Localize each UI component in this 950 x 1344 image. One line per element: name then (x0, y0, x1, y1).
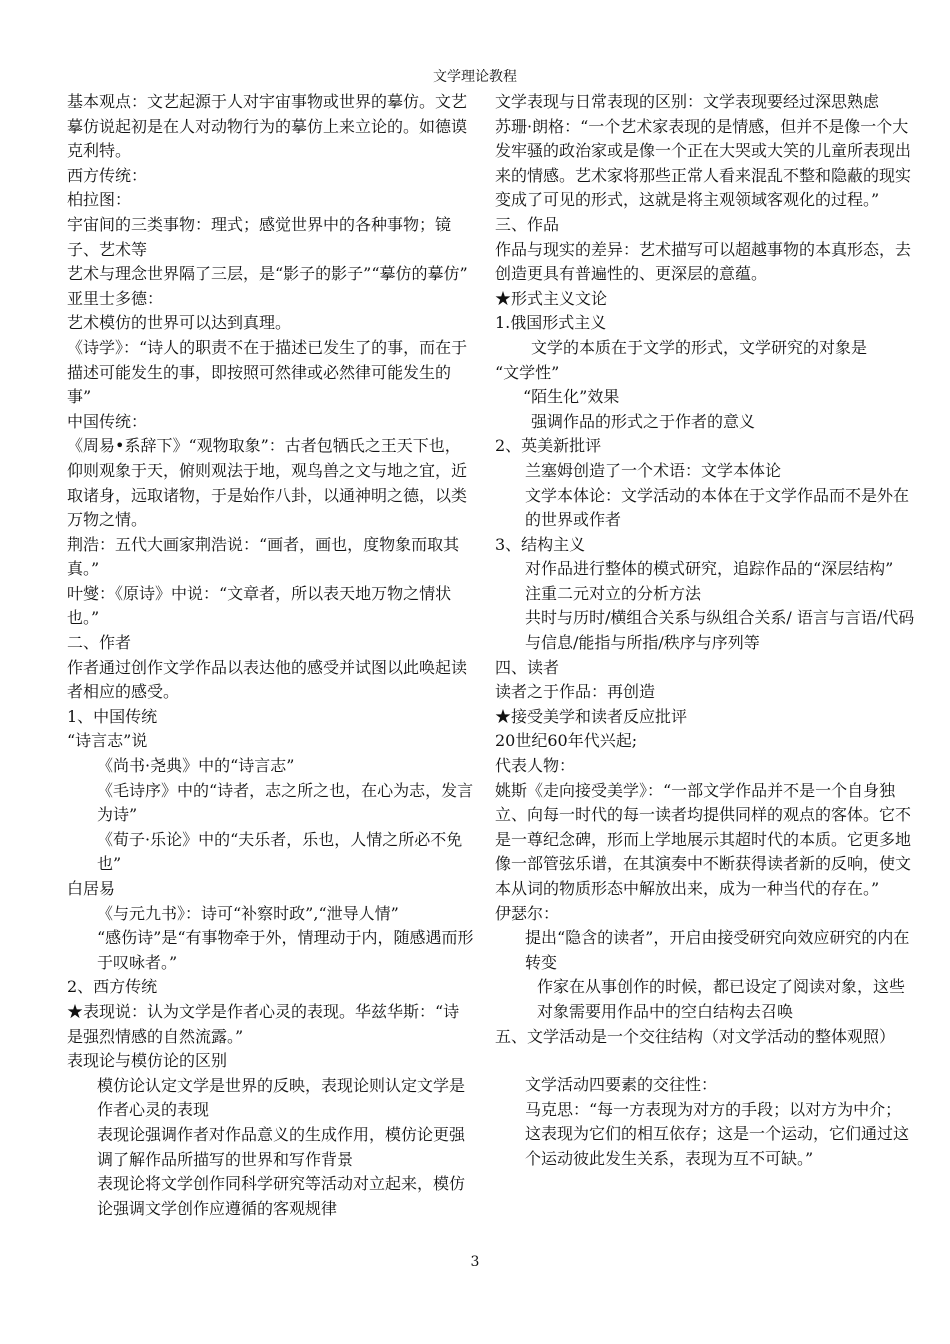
right-column-paragraph: 强调作品的形式之于作者的意义 (531, 411, 756, 431)
right-column-paragraph: 四、读者 (495, 657, 560, 677)
left-column-paragraph: 模仿论认定文学是世界的反映，表现论则认定文学是作者心灵的表现 (97, 1075, 466, 1120)
right-column-paragraph: 作品与现实的差异：艺术描写可以超越事物的本真形态，去创造更具有普遍性的、更深层的意蕴。 (495, 239, 912, 284)
left-column-paragraph: 柏拉图： (67, 190, 132, 210)
left-column-paragraph: 艺术模仿的世界可以达到真理。 (67, 313, 292, 333)
page-header-title: 文学理论教程 (433, 69, 517, 85)
left-column-paragraph: 白居易 (67, 879, 116, 898)
left-column-paragraph: 宇宙间的三类事物：理式；感觉世界中的各种事物；镜子、艺术等 (67, 214, 452, 259)
right-column-paragraph: 五、文学活动是一个交往结构（对文学活动的整体观照） (495, 1026, 896, 1046)
right-column-paragraph: 共时与历时/横组合关系与纵组合关系/ 语言与言语/代码与信息/能指与所指/秩序与序列等 (525, 608, 915, 653)
right-column (495, 90, 915, 1172)
right-column-paragraph: “陌生化”效果 (523, 387, 620, 407)
right-column-paragraph: 代表人物： (495, 756, 576, 776)
left-column (67, 90, 475, 1221)
right-column-paragraph: 文学的本质在于文学的形式，文学研究的对象是 (531, 337, 868, 357)
right-column-paragraph: “文学性” (495, 362, 560, 382)
right-column-paragraph: 文学表现与日常表现的区别：文学表现要经过深思熟虑 (495, 92, 880, 111)
left-column-paragraph: “感伤诗”是“有事物牵于外，情理动于内，随感遇而形于叹咏者。” (97, 928, 474, 972)
left-column-paragraph: 表现论将文学创作同科学研究等活动对立起来，模仿论强调文学创作应遵循的客观规律 (97, 1174, 466, 1218)
right-column-paragraph: 苏珊·朗格：“一个艺术家表现的是情感，但并不是像一个大发牢骚的政治家或是像一个正在大哭或大笑的儿童所表现出来的情感。艺术家将那些正常人看来混乱不整和隐蔽的现实变成了可见的形式，这就是将主观领域客观化的过程。” (495, 116, 912, 210)
left-column-paragraph: 2、西方传统 (67, 977, 158, 997)
left-column-paragraph: 《周易•系辞下》“观物取象”：古者包牺氏之王天下也，仰则观象于天，俯则观法于地，观鸟兽之文与地之宜，近取诸身，远取诸物，于是始作八卦，以通神明之德，以类万物之情。 (67, 436, 468, 530)
right-column-paragraph: 伊瑟尔： (495, 903, 560, 923)
right-column-paragraph: 1.俄国形式主义 (495, 313, 607, 333)
left-column-paragraph: “诗言志”说 (67, 731, 148, 751)
left-column-paragraph: 《与元九书》：诗可“补察时政”,“泄导人情” (97, 903, 399, 923)
left-column-paragraph: 《毛诗序》中的“诗者，志之所之也，在心为志，发言为诗” (97, 780, 474, 825)
left-column-paragraph: 作者通过创作文学作品以表达他的感受并试图以此唤起读者相应的感受。 (67, 657, 468, 702)
right-column-paragraph: ★接受美学和读者反应批评 (495, 706, 688, 726)
right-column-paragraph: 马克思：“每一方表现为对方的手段；以对方为中介；这表现为它们的相互依存；这是一个运动，它们通过这个运动彼此发生关系，表现为互不可缺。” (525, 1099, 910, 1168)
left-column-paragraph: 1、中国传统 (67, 706, 158, 726)
right-column-paragraph: 文学本体论：文学活动的本体在于文学作品而不是外在的世界或作者 (525, 485, 910, 530)
right-column-paragraph: ★形式主义文论 (495, 288, 608, 308)
right-column-paragraph: 20世纪60年代兴起; (495, 731, 638, 751)
left-column-paragraph: 荆浩：五代大画家荆浩说：“画者，画也，度物象而取其真。” (67, 534, 460, 579)
right-column-paragraph: 3、结构主义 (495, 534, 586, 554)
left-column-paragraph: 《诗学》：“诗人的职责不在于描述已发生了的事，而在于描述可能发生的事，即按照可然律或必然律可能发生的事” (67, 337, 468, 407)
left-column-paragraph: 《荀子·乐论》中的“夫乐者，乐也，人情之所必不免也” (97, 829, 463, 874)
right-column-paragraph: 作家在从事创作的时候，都已设定了阅读对象，这些对象需要用作品中的空白结构去召唤 (537, 977, 906, 1021)
left-column-paragraph: 基本观点：文艺起源于人对宇宙事物或世界的摹仿。文艺摹仿说起初是在人对动物行为的摹仿上来立论的。如德谟克利特。 (67, 92, 468, 161)
left-column-paragraph: 表现论与模仿论的区别 (67, 1051, 228, 1071)
right-column-paragraph: 文学活动四要素的交往性： (525, 1075, 718, 1095)
right-column-paragraph: 对作品进行整体的模式研究，追踪作品的“深层结构” (525, 559, 894, 579)
page-number: 3 (470, 1254, 480, 1270)
left-column-paragraph: 中国传统： (67, 411, 148, 431)
right-column-paragraph: 注重二元对立的分析方法 (525, 583, 702, 603)
left-column-paragraph: 西方传统： (67, 165, 148, 185)
right-column-paragraph: 三、作品 (495, 214, 560, 234)
left-column-paragraph: 亚里士多德： (67, 288, 164, 308)
right-column-paragraph: 提出“隐含的读者”，开启由接受研究向效应研究的内在转变 (525, 928, 910, 972)
left-column-paragraph: 叶燮：《原诗》中说：“文章者，所以表天地万物之情状也。” (67, 583, 452, 628)
right-column-paragraph: 兰塞姆创造了一个术语：文学本体论 (525, 460, 782, 480)
left-column-paragraph: 《尚书·尧典》中的“诗言志” (97, 756, 295, 776)
right-column-paragraph (495, 1049, 915, 1073)
left-column-paragraph: 艺术与理念世界隔了三层，是“影子的影子”“摹仿的摹仿” (67, 264, 468, 284)
left-column-paragraph: 二、作者 (67, 633, 132, 653)
right-column-paragraph: 姚斯《走向接受美学》：“一部文学作品并不是一个自身独立、向每一时代的每一读者均提供同样的观点的客体。它不是一尊纪念碑，形而上学地展示其超时代的本质。它更多地像一部管弦乐谱，在其演奏中不断获得读者新的反响，使文本从词的物质形态中解放出来，成为一种当代的存在。” (495, 780, 912, 898)
right-column-paragraph: 读者之于作品：再创造 (495, 682, 656, 702)
left-column-paragraph: ★表现说：认为文学是作者心灵的表现。华兹华斯：“诗是强烈情感的自然流露。” (67, 1001, 460, 1046)
left-column-paragraph: 表现论强调作者对作品意义的生成作用，模仿论更强调了解作品所描写的世界和写作背景 (97, 1124, 466, 1169)
right-column-paragraph: 2、英美新批评 (495, 436, 602, 456)
